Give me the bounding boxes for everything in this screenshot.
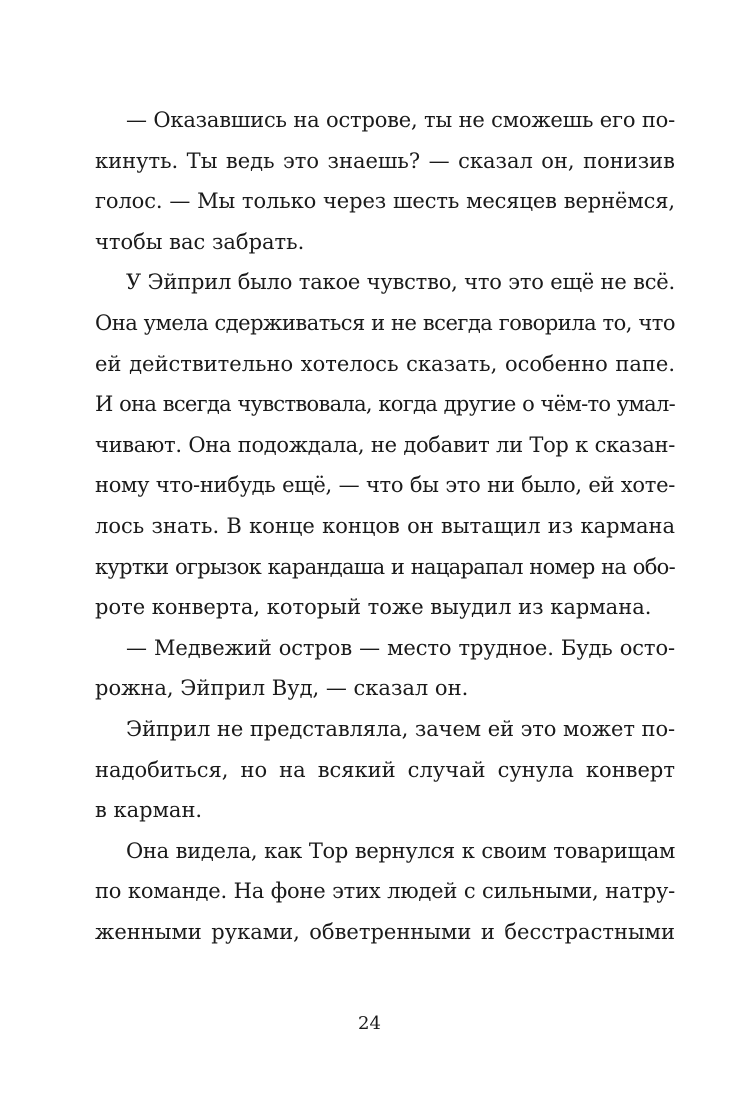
text-line: лось знать. В конце концов он вытащил из кармана — [95, 513, 675, 538]
text-line: чивают. Она подождала, не добавит ли Тор к сказан- — [95, 432, 675, 457]
text-line: голос. — Мы только через шесть месяцев вернёмся, — [95, 189, 675, 214]
text-line: роте конверта, который тоже выудил из кармана. — [95, 595, 652, 620]
text-line: ей действительно хотелось сказать, особенно папе. — [95, 351, 675, 376]
text-line: У Эйприл было такое чувство, что это ещё не всё. — [126, 270, 675, 295]
text-line: Она умела сдерживаться и не всегда говорила то, что — [95, 310, 675, 335]
text-line: И она всегда чувствовала, когда другие о чём-то умал- — [95, 392, 675, 417]
text-line: куртки огрызок карандаша и нацарапал номер на обо- — [95, 554, 675, 579]
text-line: кинуть. Ты ведь это знаешь? — сказал он, понизив — [95, 148, 675, 173]
text-line: Она видела, как Тор вернулся к своим товарищам — [126, 838, 675, 863]
text-line: — Оказавшись на острове, ты не сможешь его по- — [126, 108, 675, 132]
text-line: в карман. — [95, 798, 203, 823]
text-line: рожна, Эйприл Вуд, — сказал он. — [95, 676, 469, 701]
body-text — [95, 100, 675, 952]
text-line: чтобы вас забрать. — [95, 229, 305, 254]
text-line: по команде. На фоне этих людей с сильными, натру- — [95, 879, 675, 904]
text-line: Эйприл не представляла, зачем ей это может по- — [126, 716, 675, 741]
text-line: женными руками, обветренными и бесстрастными — [95, 919, 675, 944]
text-line: ному что-нибудь ещё, — что бы это ни было, ей хоте- — [95, 473, 675, 498]
text-line: надобиться, но на всякий случай сунула конверт — [95, 757, 675, 782]
page-number: 24 — [358, 1013, 381, 1034]
text-line: — Медвежий остров — место трудное. Будь осто- — [126, 635, 675, 660]
